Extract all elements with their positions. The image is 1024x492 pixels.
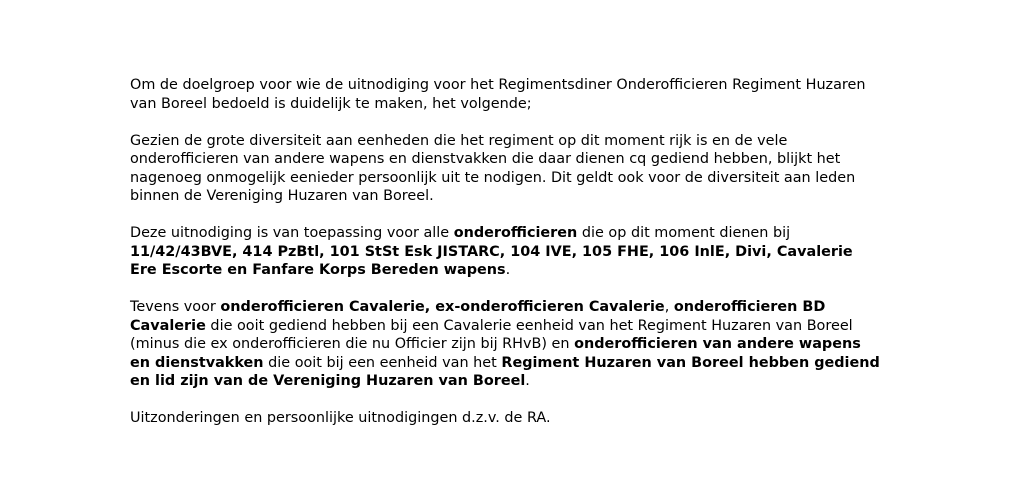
bold-run: onderofficieren BD <box>673 299 826 315</box>
bold-run: onderofficieren <box>453 225 578 241</box>
bold-run: en lid zijn van de Vereniging Huzaren van Boreel <box>130 373 526 389</box>
text-run: (minus die ex onderofficieren die nu Officier zijn bij RHvB) en <box>130 336 575 352</box>
paragraph-also-for <box>130 298 910 391</box>
text-run: Om de doelgroep voor wie de uitnodiging voor het Regimentsdiner Onderofficieren Regiment Huzaren <box>130 77 866 93</box>
text-run: Uitzonderingen en persoonlijke uitnodigingen d.z.v. de RA. <box>130 410 551 426</box>
text-run: binnen de Vereniging Huzaren van Boreel. <box>130 188 434 204</box>
bold-run: Ere Escorte en Fanfare Korps Bereden wapens <box>130 262 506 278</box>
bold-run: onderofficieren van andere wapens <box>574 336 861 352</box>
text-run: die ooit bij een eenheid van het <box>263 354 502 371</box>
bold-run: onderofficieren Cavalerie, ex-onderofficieren Cavalerie <box>220 299 665 315</box>
document-body <box>130 76 910 446</box>
bold-run: Cavalerie <box>130 317 206 334</box>
text-run: onderofficieren van andere wapens en dienstvakken die daar dienen cq gediend hebben, blijkt het <box>130 151 841 167</box>
text-run: die op dit moment dienen bij <box>577 225 791 241</box>
bold-run: 11/42/43BVE, 414 PzBtl, 101 StSt Esk JISTARC, 104 IVE, 105 FHE, 106 InlE, Divi, Cavalerie <box>130 243 853 260</box>
text-run: Gezien de grote diversiteit aan eenheden die het regiment op dit moment rijk is en de vele <box>130 132 788 149</box>
bold-run: Regiment Huzaren van Boreel hebben gediend <box>501 354 880 371</box>
text-run: , <box>664 299 674 315</box>
paragraph-target-group <box>130 76 910 113</box>
text-run: nagenoeg onmogelijk eenieder persoonlijk uit te nodigen. Dit geldt ook voor de diversiteit aan leden <box>130 169 856 186</box>
bold-run: en dienstvakken <box>130 354 264 371</box>
paragraph-diversity <box>130 132 910 206</box>
text-run: Deze uitnodiging is van toepassing voor alle <box>130 225 454 241</box>
paragraph-exceptions <box>130 409 910 428</box>
paragraph-applicability <box>130 224 910 280</box>
text-run: . <box>525 373 530 389</box>
text-run: van Boreel bedoeld is duidelijk te maken, het volgende; <box>130 95 532 112</box>
text-run: die ooit gediend hebben bij een Cavalerie eenheid van het Regiment Huzaren van Boreel <box>205 317 853 334</box>
text-run: . <box>505 262 511 278</box>
text-run: Tevens voor <box>130 299 221 315</box>
